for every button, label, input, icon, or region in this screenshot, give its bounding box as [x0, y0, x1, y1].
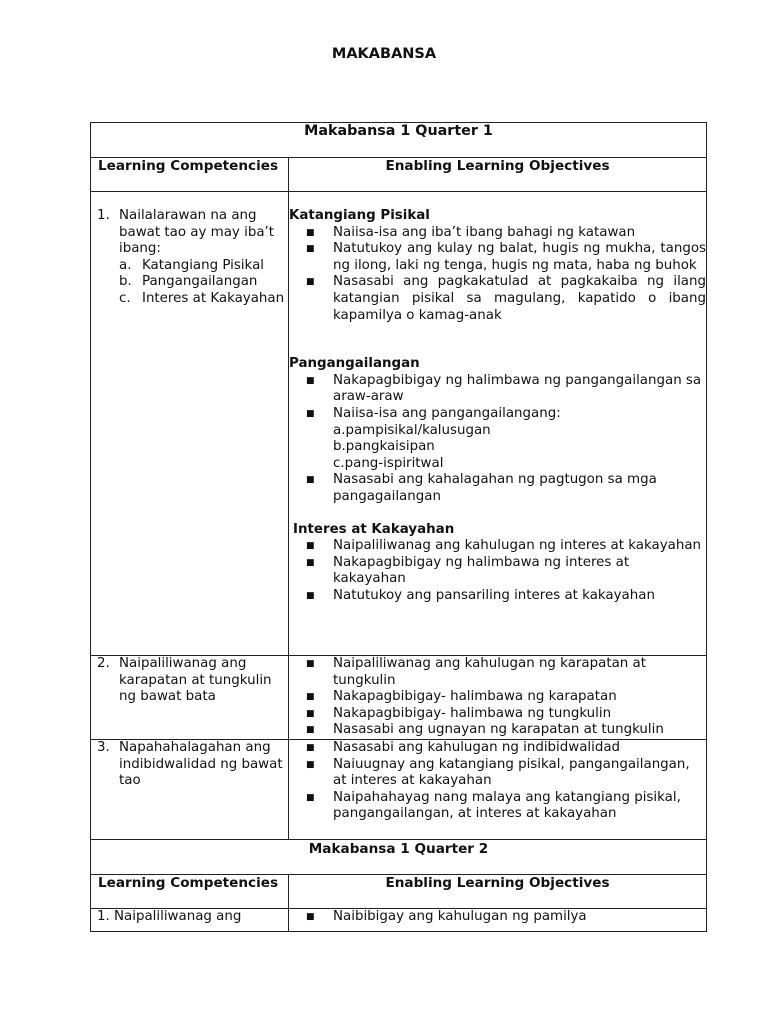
quarter1-header-row	[91, 158, 707, 192]
bullet-icon: ■	[306, 277, 315, 288]
competency-item	[91, 656, 288, 706]
bullet-icon: ■	[306, 659, 315, 669]
sub-letter: b.	[119, 274, 132, 290]
header-enabling-objectives: Enabling Learning Objectives	[385, 158, 610, 174]
bullet-icon: ■	[306, 725, 315, 736]
bullet-icon: ■	[306, 557, 315, 568]
bullet-icon: ■	[306, 375, 315, 386]
header-learning-competencies: Learning Competencies	[98, 158, 279, 174]
bullet-icon: ■	[306, 475, 315, 486]
list-item: ■ Nasasabi ang pagkakatulad at pagkakaiba ng ilang katangian pisikal sa magulang, kapatido o ibang kapamilya o kamag-anak	[289, 274, 706, 324]
list-item: ■ Naipahahayag nang malaya ang katangiang pisikal, pangangailangan, at interes at kakayahan	[289, 790, 706, 823]
competency-sub-item	[119, 258, 288, 275]
competency-sub-item	[119, 291, 288, 308]
list-item: ■ Nasasabi ang kahalagahan ng pagtugon sa mga pangagailangan	[289, 472, 706, 505]
list-item: ■ Nasasabi ang kahulugan ng indibidwalidad	[289, 740, 706, 757]
list-item: ■ Nakapagbibigay- halimbawa ng tungkulin	[289, 706, 706, 723]
sub-line: a.pampisikal/kalusugan	[333, 422, 491, 438]
list-item: ■ Nakapagbibigay ng halimbawa ng interes at kakayahan	[289, 555, 706, 588]
bullet-icon: ■	[306, 590, 315, 601]
quarter2-title: Makabansa 1 Quarter 2	[308, 841, 489, 857]
bullet-icon: ■	[306, 708, 315, 719]
list-item: ■ Naipaliliwanag ang kahulugan ng interes at kakayahan	[289, 538, 706, 555]
sub-text: Pangangailangan	[142, 274, 258, 290]
competency-number: 1.	[97, 208, 110, 223]
section-title: Interes at Kakayahan	[293, 521, 455, 537]
list-item: ■ Naiisa-isa ang iba’t ibang bahagi ng katawan	[289, 225, 706, 242]
table-row	[91, 656, 707, 740]
list-item: ■ Naiisa-isa ang pangangailangang:	[289, 406, 706, 423]
competency-text: Nailalarawan na ang bawat tao ay may iba’t ibang:	[119, 208, 275, 257]
competency-number: 2.	[97, 656, 110, 671]
sub-line: c.pang-ispiritwal	[333, 455, 444, 471]
objective-list	[289, 373, 706, 506]
sub-text: Katangiang Pisikal	[142, 257, 265, 273]
sub-text: Interes at Kakayahan	[142, 290, 285, 306]
competency-text: 1. Naipaliliwanag ang	[97, 909, 242, 924]
competency-item	[91, 208, 288, 308]
bullet-icon: ■	[306, 912, 315, 922]
bullet-icon: ■	[306, 408, 315, 419]
bullet-icon: ■	[306, 227, 315, 238]
list-item: ■ Naiuugnay ang katangiang pisikal, pangangailangan, at interes at kakayahan	[289, 757, 706, 790]
competency-item	[91, 740, 288, 790]
bullet-icon: ■	[306, 743, 315, 753]
bullet-icon: ■	[306, 792, 315, 803]
bullet-icon: ■	[306, 692, 315, 703]
competency-sub-list	[119, 258, 288, 308]
objective-list	[289, 740, 706, 823]
bullet-icon: ■	[306, 244, 315, 255]
header-learning-competencies: Learning Competencies	[98, 875, 279, 891]
list-item: ■ Nakapagbibigay- halimbawa ng karapatan	[289, 689, 706, 706]
bullet-icon: ■	[306, 759, 315, 770]
quarter1-title-row	[91, 123, 707, 158]
competency-number: 3.	[97, 740, 110, 755]
objective-list	[289, 656, 706, 739]
header-enabling-objectives: Enabling Learning Objectives	[385, 875, 610, 891]
table-row	[91, 192, 707, 656]
table-row	[91, 909, 707, 932]
sub-letter: c.	[119, 290, 131, 306]
table-row	[91, 740, 707, 840]
list-item: ■ Natutukoy ang pansariling interes at kakayahan	[289, 588, 706, 605]
quarter2-header-row	[91, 875, 707, 909]
list-item: ■ Naibibigay ang kahulugan ng pamilya	[289, 909, 706, 926]
section-title: Pangangailangan	[289, 356, 420, 372]
list-item: ■ Nakapagbibigay ng halimbawa ng pangangailangan sa araw-araw	[289, 373, 706, 406]
competency-table	[90, 122, 707, 932]
competency-text: Naipaliliwanag ang karapatan at tungkulin ng bawat bata	[119, 656, 272, 705]
quarter2-title-row	[91, 840, 707, 875]
list-item: ■ Nasasabi ang ugnayan ng karapatan at tungkulin	[289, 722, 706, 739]
section-title: Katangiang Pisikal	[289, 208, 430, 223]
sub-letter: a.	[119, 257, 132, 273]
objective-list	[289, 225, 706, 325]
sub-line: b.pangkaisipan	[333, 439, 435, 455]
list-item: ■ Natutukoy ang kulay ng balat, hugis ng mukha, tangos ng ilong, laki ng tenga, hugis ng mata, haba ng buhok	[289, 241, 706, 274]
objective-list	[289, 538, 706, 604]
bullet-icon: ■	[306, 541, 315, 552]
competency-sub-item	[119, 274, 288, 291]
competency-text: Napahahalagahan ang indibidwalidad ng bawat tao	[119, 740, 283, 789]
list-item: ■ Naipaliliwanag ang kahulugan ng karapatan at tungkulin	[289, 656, 706, 689]
quarter1-title: Makabansa 1 Quarter 1	[304, 123, 493, 139]
document-title: MAKABANSA	[331, 46, 437, 62]
